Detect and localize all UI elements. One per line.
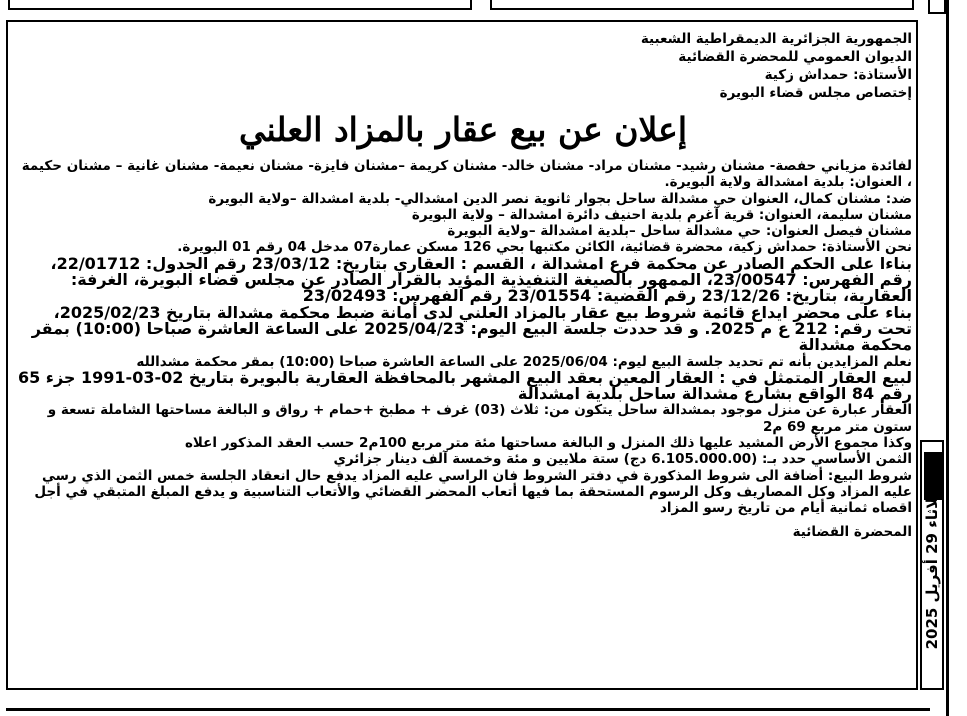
- property-composition: العقار عبارة عن منزل موجود بمشدالة ساحل يتكون من: ثلاث (03) غرف + مطبخ +حمام + رواق و البالغة مساحتها الشاملة تسعة و ستون متر مربع 69 م2: [47, 402, 912, 435]
- against-party-2: مشنان سليمة، العنوان: قرية آغرم بلدية احنيف دائرة امشدالة – ولاية البويرة: [411, 206, 912, 223]
- notice-body: [14, 158, 912, 517]
- sale-session-date: نعلم المزايدين بأنه تم تحديد جلسة البيع ليوم: 2025/06/04 على الساعة العاشرة صباحا (10:00) بمقر محكمة مشدالله: [136, 353, 912, 370]
- top-border-left: [8, 0, 472, 10]
- top-side-box: [928, 0, 946, 14]
- issue-date: الثلاثاء 29 أفريل 2025: [923, 480, 941, 650]
- right-edge-rule: [946, 0, 949, 716]
- deposit-reference: بناء على محضر ايداع قائمة شروط بيع عقار بالمزاد العلني لدى أمانة ضبط محكمة مشدالة بتاريخ 2025/02/23، تحت رقم: 212 ع م 2025. و قد حددت جلسة البيع اليوم: 2025/04/23 على الساعة العاشرة صباحا (10:00) بمقر محكمة مشدالة: [31, 302, 912, 355]
- header-jurisdiction: إختصاص مجلس قضاء البويرة: [719, 85, 912, 101]
- header-office: الديوان العمومي للمحضرة القضائية: [678, 49, 912, 65]
- base-price: الثمن الأساسي حدد بـ: (6.105.000.00 دج) ستة ملايين و مئة وخمسة آلف دينار جزائري: [333, 451, 912, 468]
- bailiff-statement: نحن الأستاذة: حمداش زكية، محضرة قضائية، الكائن مكتبها بحي 126 مسكن عمارة07 مدخل 04 رقم 01 البويرة.: [177, 239, 912, 256]
- header-republic: الجمهورية الجزائرية الديمقراطية الشعبية: [640, 31, 912, 47]
- notice-content: [14, 30, 912, 680]
- top-border-right: [490, 0, 914, 10]
- against-party-1: ضد: مشنان كمال، العنوان حي مشدالة ساحل بجوار ثانوية نصر الدين امشدالي- بلدية امشدالة –ولاية البويرة: [208, 190, 912, 207]
- sale-conditions: شروط البيع: أضافة الى شروط المذكورة في دفتر الشروط فان الراسي عليه المزاد يدفع حال انعقاد الجلسة خمس الثمن الذي رسي عليه المزاد وكل المصاريف وكل الرسوم المستحقة بما فيها أتعاب المحضر القضائي والأتعاب التناسبية و يدفع المبلغ المتبقي في أجل اقصاه ثمانية أيام من تاريخ رسو المزاد: [34, 467, 912, 517]
- land-area: وكذا مجموع الأرض المشيد عليها ذلك المنزل و البالغة مساحتها مئة متر مربع 100م2 حسب العقد المذكور اعلاه: [184, 435, 912, 452]
- against-party-3: مشنان فيصل العنوان: حي مشدالة ساحل –بلدية امشدالة –ولاية البويرة: [447, 223, 912, 240]
- notice-title: إعلان عن بيع عقار بالمزاد العلني: [238, 110, 688, 149]
- header-bailiff: الأستاذة: حمداش زكية: [764, 67, 912, 83]
- property-description: لبيع العقار المتمثل في : العقار المعين بعقد البيع المشهر بالمحافظة العقارية بالبويرة بتاريخ 02-03-1991 جزء 65 رقم 84 الواقع بشارع مشدالة ساحل بلدية امشدالة: [17, 367, 912, 404]
- signature: المحضرة القضائية: [792, 523, 912, 540]
- side-date-tab: [920, 440, 944, 690]
- header-block: [14, 30, 912, 102]
- judgment-reference: بناءا على الحكم الصادر عن محكمة فرع امشدالة ، القسم : العقاري بتاريخ: 23/03/12 رقم الجدول: 22/01712، رقم الفهرس: 23/00547، الممهور بالصيغة التنفيذية المؤيد بالقرار الصادر عن مجلس قضاء البويرة، الغرفة: العقارية، بتاريخ: 23/12/26 رقم القضية: 23/01554 رقم الفهرس: 23/02493: [50, 253, 912, 306]
- bottom-border: [6, 708, 930, 711]
- beneficiaries: لفائدة مزياني حفصة- مشنان رشيد- مشنان مراد- مشنان خالد- مشنان كريمة –مشنان فايزة- مشنان نعيمة- مشنان غانية – مشنان حكيمة ، العنوان: بلدية امشدالة ولاية البويرة.: [21, 158, 912, 191]
